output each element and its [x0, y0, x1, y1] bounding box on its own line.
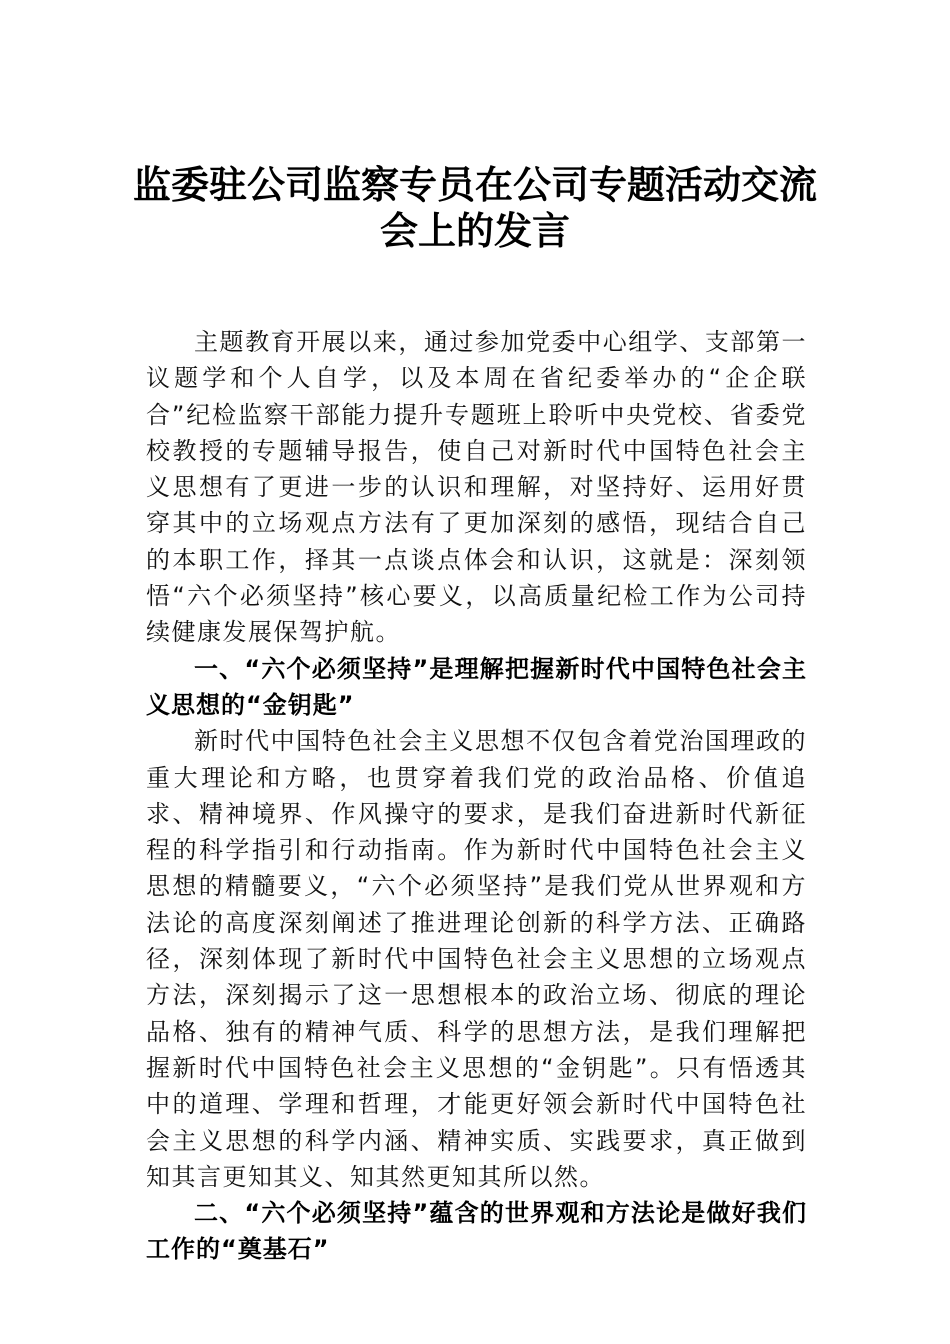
section-heading-2: 二、“六个必须坚持”蕴含的世界观和方法论是做好我们工作的“奠基石”	[146, 1199, 807, 1264]
intro-paragraph: 主题教育开展以来，通过参加党委中心组学、支部第一议题学和个人自学，以及本周在省纪委举办的“企企联合”纪检监察干部能力提升专题班上聆听中央党校、省委党校教授的专题辅导报告，使自己对新时代中国特色社会主义思想有了更进一步的认识和理解，对坚持好、运用好贯穿其中的立场观点方法有了更加深刻的感悟，现结合自己的本职工作，择其一点谈点体会和认识，这就是：深刻领悟“六个必须坚持”核心要义，以高质量纪检工作为公司持续健康发展保驾护航。	[146, 328, 807, 647]
section-1-paragraph: 新时代中国特色社会主义思想不仅包含着党治国理政的重大理论和方略，也贯穿着我们党的政治品格、价值追求、精神境界、作风操守的要求，是我们奋进新时代新征程的科学指引和行动指南。作为新时代中国特色社会主义思想的精髓要义，“六个必须坚持”是我们党从世界观和方法论的高度深刻阐述了推进理论创新的科学方法、正确路径，深刻体现了新时代中国特色社会主义思想的立场观点方法，深刻揭示了这一思想根本的政治立场、彻底的理论品格、独有的精神气质、科学的思想方法，是我们理解把握新时代中国特色社会主义思想的“金钥匙”。只有悟透其中的道理、学理和哲理，才能更好领会新时代中国特色社会主义思想的科学内涵、精神实质、实践要求，真正做到知其言更知其义、知其然更知其所以然。	[146, 727, 807, 1191]
section-heading-1: 一、“六个必须坚持”是理解把握新时代中国特色社会主义思想的“金钥匙”	[146, 654, 807, 719]
document-title-line-1: 监委驻公司监察专员在公司专题活动交流	[132, 162, 817, 207]
document-body	[146, 324, 807, 1268]
document-title-line-2: 会上的发言	[379, 208, 570, 253]
